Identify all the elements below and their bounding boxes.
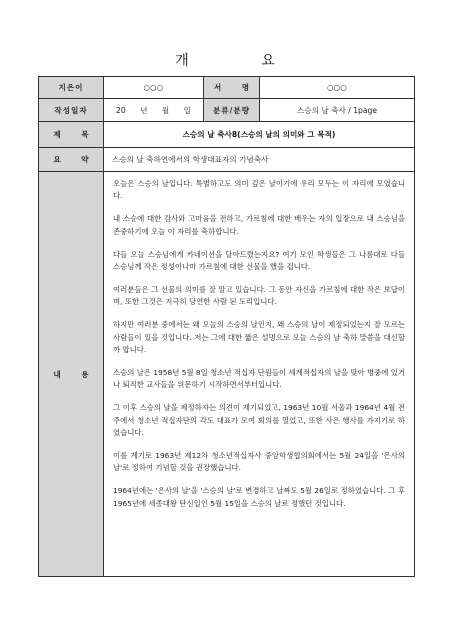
sign-label: 서 명 — [204, 77, 260, 99]
content-paragraph: 스승의 날은 1958년 5월 8일 청소년 적십자 단원들이 세계적십자의 날을 맞아 병중에 있거나 퇴직한 교사들을 위문하기 시작하면서부터입니다. — [113, 367, 406, 390]
content-paragraph: 하지만 여러분 중에서는 왜 오늘의 스승의 날인지, 왜 스승의 날이 제정되었는지 잘 모르는 사람들이 있을 것입니다. 저는 그에 대한 짧은 설명으로 오늘 스승의 날 축하 말씀을 대신할까 합니다. — [113, 320, 405, 355]
date-row — [39, 99, 415, 122]
content-paragraph: 이를 계기로 1963년 제12차 청소년적십자사 중앙학생협의회에서는 5월 24일을 '은사의 날'로 정하여 기념할 것을 권장했습니다. — [113, 451, 405, 473]
summary-value: 스승의 날 축하연에서의 학생대표자의 기념축사 — [104, 148, 415, 172]
summary-form-table — [38, 76, 415, 577]
summary-row — [39, 148, 415, 172]
subject-value: 스승의 날 축사8(스승의 날의 의미와 그 목적) — [104, 122, 415, 148]
category-label: 분류/분량 — [204, 99, 260, 122]
content-paragraph: 여러분들은 그 선물의 의미를 잘 알고 있습니다. 그 동안 자신을 가르침에 대한 작은 보답이며, 또한 그것은 지극히 당연한 사람 된 도리입니다. — [113, 284, 405, 307]
content-body — [104, 172, 415, 577]
subject-label: 제 목 — [39, 122, 104, 148]
author-row — [39, 77, 415, 99]
category-value: 스승의 날 축사 / 1page — [260, 99, 415, 122]
subject-row — [39, 122, 415, 148]
content-paragraph: 그 이후 스승의 날을 제정하자는 의견이 제기되었고, 1963년 10월 서울과 1964년 4월 전주에서 청소년 적십자단의 각도 대표가 모여 회의를 열었고, 또한 사은 행사를 가지기로 하였습니다. — [113, 403, 405, 438]
sign-value: ○○○ — [260, 77, 415, 99]
document-title: 개 요 — [175, 53, 309, 69]
author-value: ○○○ — [104, 77, 204, 99]
author-label: 지은이 — [39, 77, 104, 99]
content-paragraph: 오늘은 스승의 날입니다. 특별하고도 의미 깊은 날이기에 우리 모두는 이 자리에 모였습니다. — [113, 179, 405, 201]
date-value: 20 년 월 일 — [104, 99, 204, 122]
content-label: 내 용 — [39, 172, 104, 577]
date-label: 작성일자 — [39, 99, 104, 122]
content-paragraph: 1964년에는 '은사의 날'을 '스승의 날'로 변경하고 날짜도 5월 26일로 정하였습니다. 그 후 1965년에 세종대왕 탄신일인 5월 15일을 스승의 날로 정했던 것입니다. — [113, 486, 405, 508]
content-paragraph: 다들 오늘 스승님에게 카네이션을 달아드렸는지요? 여기 모인 학생들은 그 나름대로 다들 스승님께 작은 정성이나마 가르침에 대한 선물을 했을 겁니다. — [113, 249, 405, 272]
content-paragraph: 내 스승에 대한 감사와 고마움을 전하고, 가르침에 대한 배우는 자의 입장으로 내 스승님을 존중하기에 오늘 이 자리를 축하합니다. — [113, 214, 405, 236]
content-row — [39, 172, 415, 577]
summary-label: 요 약 — [39, 148, 104, 172]
